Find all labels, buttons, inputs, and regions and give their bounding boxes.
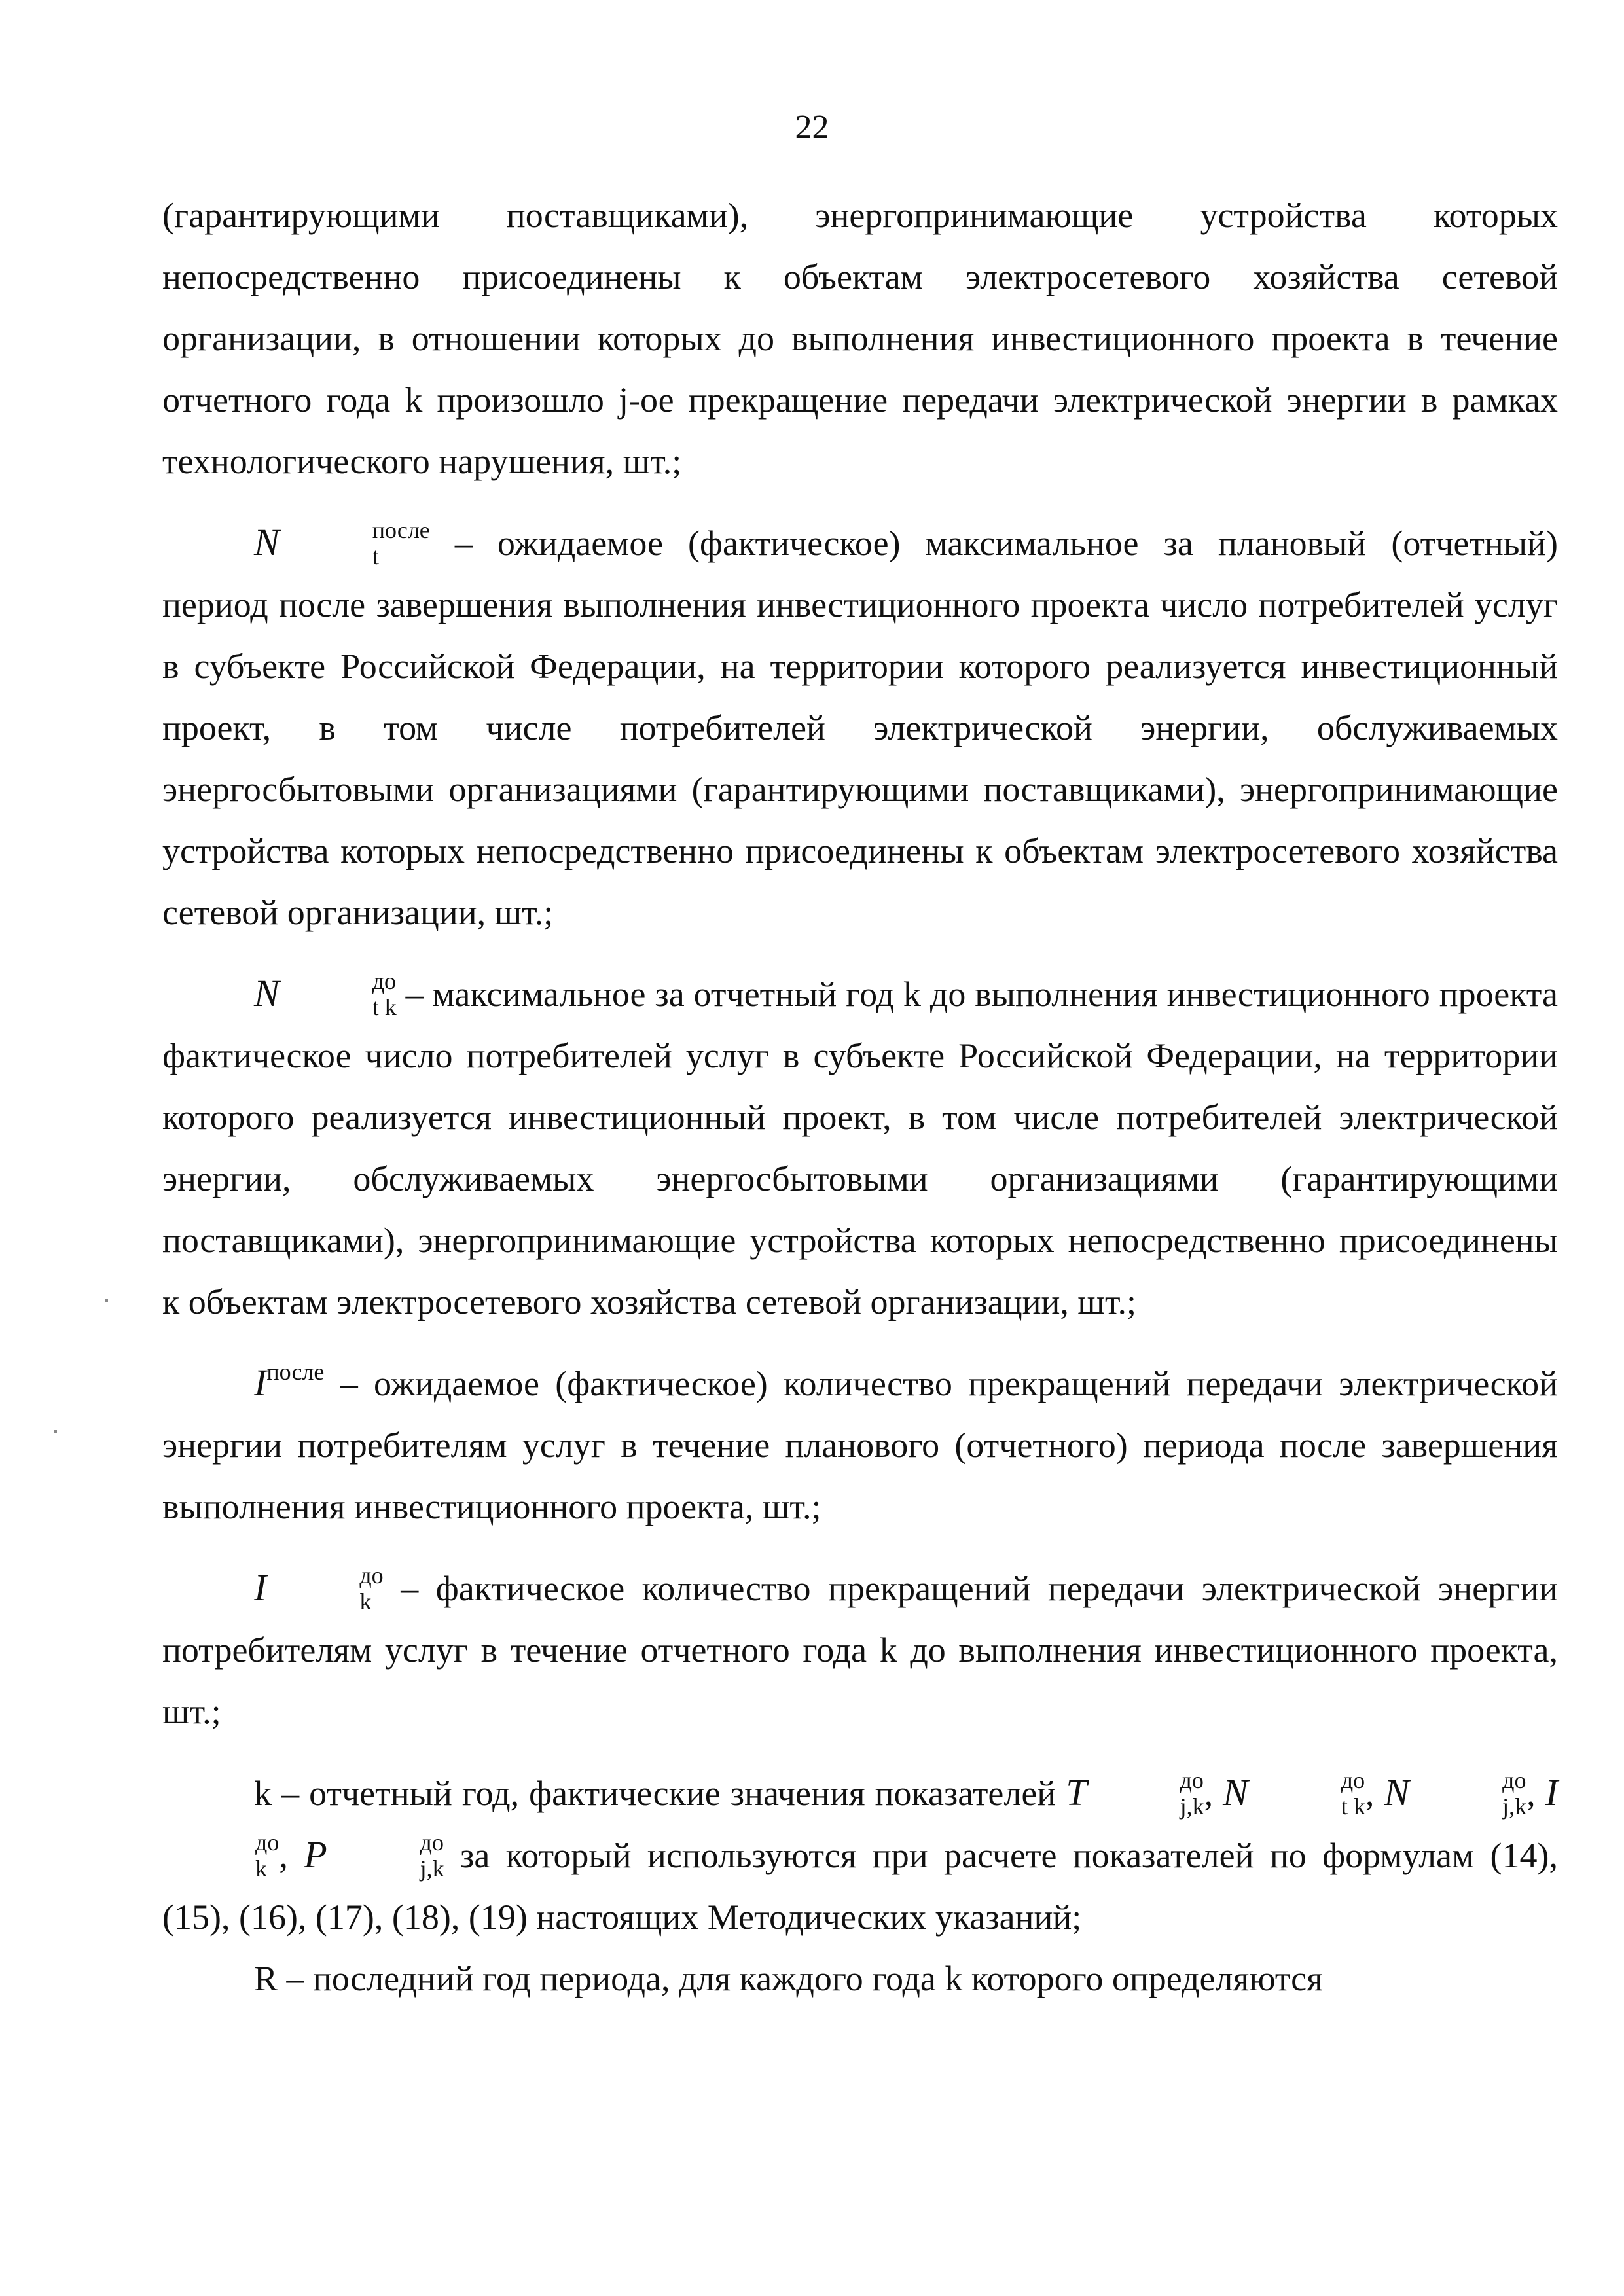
superscript: до [1341,1767,1365,1793]
symbol-n-t-k-do [254,968,397,1020]
superscript: после [372,517,430,543]
definition-n-t-posle [162,512,1558,943]
definition-n-t-k-do [162,963,1558,1333]
subscript: k [359,1588,372,1615]
definition-text: – ожидаемое (фактическое) количество прекращений передачи электрической энергии потребителям услуг в течение планового (отчетного) периода после завершения выполнения инвестиционного проекта, шт.; [162,1364,1559,1526]
page-number: 22 [795,109,829,146]
symbol-i-posle [254,1361,324,1404]
document-body [162,185,1558,2009]
paragraph-continuation: (гарантирующими поставщиками), энергопринимающие устройства которых непосредственно присоединены к объектам электросетевого хозяйства сетевой организации, в отношении которых до выполнения инвестиционного проекта в течение отчетного года k произошло j-ое прекращение передачи электрической энергии в рамках технологического нарушения, шт.; [162,196,1558,481]
subscript: t k [1341,1793,1365,1820]
symbol-letter: I [1545,1771,1559,1814]
superscript: до [372,968,397,994]
symbol-letter: I [254,1566,267,1609]
definition-lead: k – отчетный год, фактические значения показателей [254,1774,1056,1813]
superscript: до [359,1562,384,1588]
definition-tail: за который используются при расчете показателей по формулам (14), (15), (16), (17), (18), (19) настоящих Методических указаний; [162,1836,1559,1937]
symbol-n-jk-do [1384,1767,1527,1820]
definition-text: – максимальное за отчетный год k до выполнения инвестиционного проекта фактическое число потребителей услуг в субъекте Российской Федерации, на территории которого реализуется инвестиционный проект, в том числе потребителей электрической энергии, обслуживаемых энергосбытовыми организациями (гарантирующими поставщиками), энергопринимающие устройства которых непосредственно присоединены к объектам электросетевого хозяйства сетевой организации, шт.; [162,975,1559,1321]
scan-speck [54,1430,57,1433]
subscript: t k [372,994,397,1020]
superscript: после [266,1359,325,1385]
subscript: k [255,1856,267,1882]
symbol-t-jk-do [1066,1767,1204,1820]
subscript: j,k [420,1856,444,1882]
subscript: t [372,543,379,569]
subscript: j,k [1502,1793,1527,1820]
superscript: до [1502,1767,1526,1793]
definition-k: k – отчетный год, фактические значения показателей T до j,k , N до t k , N до j,k , I до k , P до j,k за который используются при расчете показателей по формулам (14), (15), (16), (17), (18), (19) настоящих Методических указаний; [162,1767,1559,1937]
symbol-letter: N [1384,1771,1410,1814]
subscript: j,k [1180,1793,1204,1820]
superscript: до [1180,1767,1204,1793]
definition-i-posle [162,1352,1558,1537]
definition-r: R – последний год периода, для каждого года k которого определяются [254,1959,1323,1998]
symbol-letter: N [254,521,280,564]
symbol-i-k-do [254,1562,384,1615]
symbol-letter: N [1223,1771,1248,1814]
symbol-letter: P [304,1833,327,1876]
symbol-p-jk-do [304,1829,444,1882]
scan-speck [105,1299,108,1302]
definition-text: – фактическое количество прекращений передачи электрической энергии потребителям услуг в течение отчетного года k до выполнения инвестиционного проекта, шт.; [162,1569,1559,1731]
symbol-letter: N [254,972,280,1014]
symbol-letter: T [1066,1771,1087,1814]
definition-text: – ожидаемое (фактическое) максимальное за плановый (отчетный) период после завершения выполнения инвестиционного проекта число потребителей услуг в субъекте Российской Федерации, на территории которого реализуется инвестиционный проект, в том числе потребителей электрической энергии, обслуживаемых энергосбытовыми организациями (гарантирующими поставщиками), энергопринимающие устройства которых непосредственно присоединены к объектам электросетевого хозяйства сетевой организации, шт.; [162,524,1558,932]
symbol-n-t-posle [254,517,430,569]
symbol-n-t-k-do-inline [1223,1767,1365,1820]
symbol-letter: I [254,1361,267,1404]
superscript: до [255,1829,280,1856]
definition-i-k-do [162,1557,1558,1742]
superscript: до [420,1829,444,1856]
